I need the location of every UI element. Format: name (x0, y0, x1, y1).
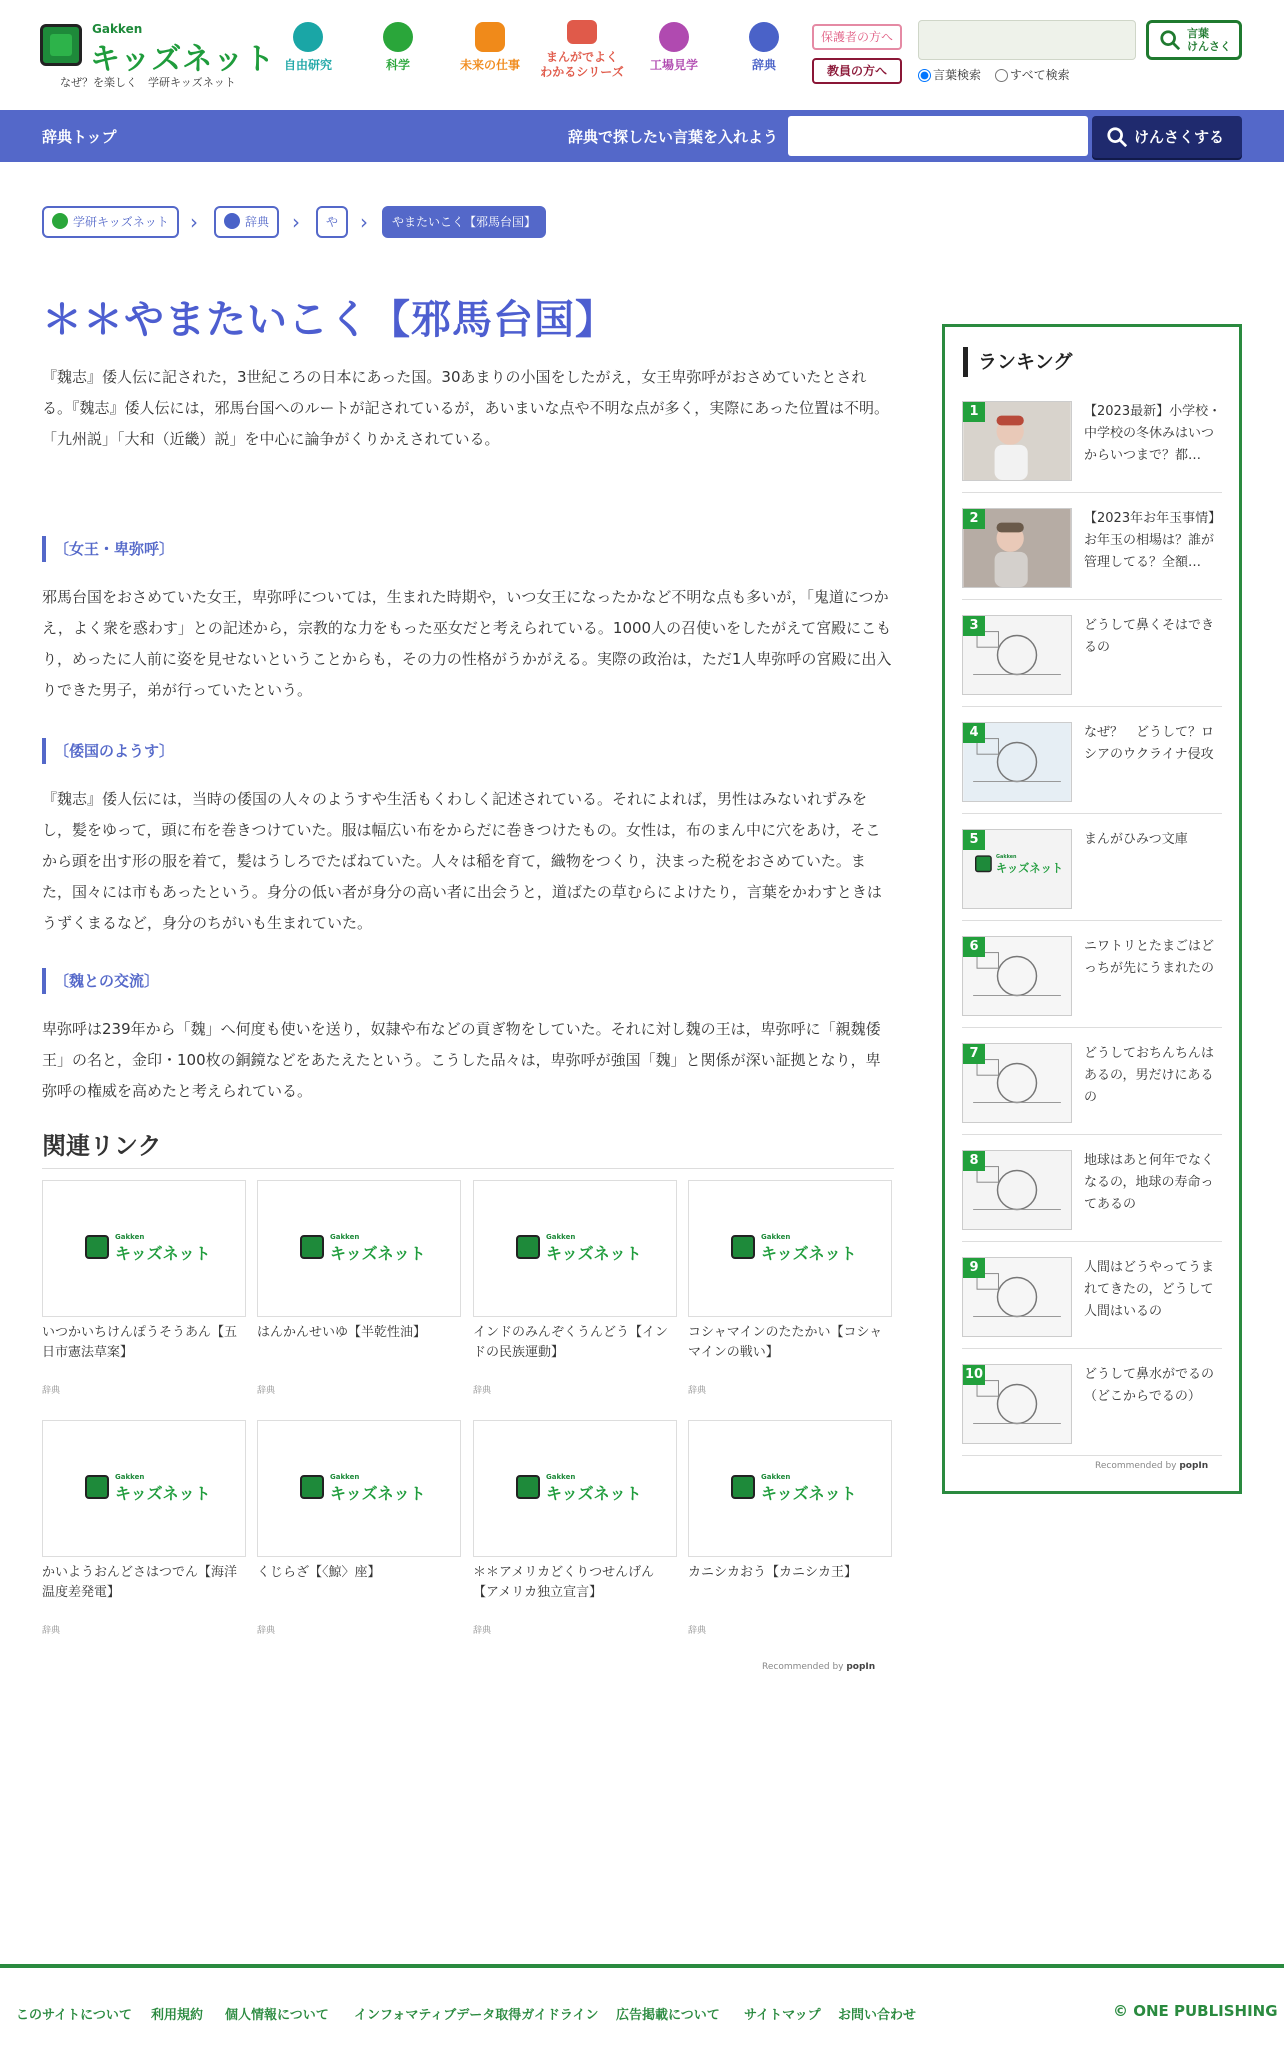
manga-book-icon (567, 20, 597, 44)
ranking-item[interactable] (962, 1142, 1222, 1242)
rank-number: 8 (963, 1151, 985, 1171)
radio-all-search[interactable]: すべて検索 (995, 68, 1070, 82)
related-thumbnail[interactable] (688, 1180, 892, 1317)
logo-brand-small: Gakken (330, 1233, 360, 1241)
section-body: 卑弥呼は239年から「魏」へ何度も使いを送り，奴隷や布などの貢ぎ物をしていた。それに対し魏の王は，卑弥呼に「親魏倭王」の名と，金印・100枚の銅鏡などをあたえたという。こうした品々は，卑弥呼が強国「魏」と関係が深い証拠となり，卑弥呼の権威を高めたと考えられている。 (42, 1020, 881, 1100)
dictionary-icon (224, 213, 240, 229)
ranking-item[interactable] (962, 714, 1222, 814)
related-card-category: 辞典 (473, 1386, 492, 1396)
related-card[interactable] (473, 1180, 677, 1396)
logo-brand-small: Gakken (330, 1473, 360, 1481)
dictionary-search-input[interactable] (788, 116, 1088, 156)
rank-number: 2 (963, 509, 985, 529)
factory-icon (659, 22, 689, 52)
ranking-title[interactable]: どうして鼻水がでるの（どこからでるの） (1084, 1367, 1215, 1404)
breadcrumb-current: やまたいこく【邪馬台国】 (382, 206, 546, 238)
header-search-button[interactable] (1146, 20, 1242, 60)
header-search-label-2: けんさく (1187, 40, 1231, 53)
kidsnet-logo (85, 1233, 211, 1265)
section-body: 邪馬台国をおさめていた女王，卑弥呼については，生まれた時期や，いつ女王になったかなど不明な点も多いが，「鬼道につかえ，よく衆を惑わす」との記述から，宗教的な力をもった巫女だと考えられている。1000人の召使いをしたがえて宮殿にこもり，めったに人前に姿を見せないということからも，その力の性格がうかがえる。実際の政治は，ただ1人卑弥呼の宮殿に出入りできた男子，弟が行っていたという。 (42, 588, 892, 699)
logo-cube-icon (40, 24, 82, 66)
related-card-category: 辞典 (257, 1626, 276, 1636)
nav-manga-series[interactable] (536, 20, 628, 80)
rank-number: 1 (963, 402, 985, 422)
related-card[interactable] (257, 1420, 461, 1636)
logo-cube-icon (731, 1475, 755, 1499)
footer-link-contact[interactable]: お問い合わせ (838, 2008, 917, 2023)
logo-brand-main: キッズネット (546, 1244, 642, 1263)
kidsnet-logo (85, 1473, 211, 1505)
logo-cube-icon (516, 1235, 540, 1259)
footer-link-data-guideline[interactable]: インフォマティブデータ取得ガイドライン (354, 2008, 599, 2023)
ranking-title[interactable]: ニワトリとたまごはどっちが先にうまれたの (1084, 939, 1215, 976)
site-footer (0, 1968, 1284, 2063)
divider (42, 1168, 894, 1169)
logo-brand-main: キッズネット (761, 1244, 857, 1263)
ranking-item[interactable] (962, 607, 1222, 707)
ranking-heading: ランキング (963, 347, 1072, 377)
kidsnet-logo (731, 1233, 857, 1265)
teacher-button[interactable]: 教員の方へ (812, 58, 902, 84)
logo-brand-main: キッズネット (330, 1244, 426, 1263)
breadcrumb-letter[interactable]: や (316, 206, 348, 238)
rank-number: 4 (963, 723, 985, 743)
ranking-sidebar (942, 324, 1242, 1494)
rank-number: 6 (963, 937, 985, 957)
recommended-by[interactable]: Recommended by popIn (1095, 1461, 1209, 1471)
logo-brand-main: キッズネット (761, 1484, 857, 1503)
footer-link-terms[interactable]: 利用規約 (151, 2008, 204, 2023)
related-links-heading: 関連リンク (42, 1132, 162, 1160)
related-card-title[interactable]: はんかんせいゆ【半乾性油】 (257, 1325, 427, 1340)
related-card-title[interactable]: くじらざ【〈鯨〉座】 (257, 1565, 381, 1580)
ranking-thumbnail[interactable] (962, 1150, 1072, 1230)
chevron-right-icon: › (292, 210, 300, 234)
ranking-thumbnail[interactable] (962, 722, 1072, 802)
related-thumbnail[interactable] (257, 1180, 461, 1317)
logo-cube-icon (975, 855, 992, 872)
search-scope-radios (918, 66, 1080, 83)
rank-number: 3 (963, 616, 985, 636)
related-card-category: 辞典 (42, 1626, 61, 1636)
search-icon (1106, 126, 1128, 148)
nav-dictionary[interactable] (718, 22, 810, 73)
dictionary-bar (0, 110, 1284, 162)
related-card-title[interactable]: いつかいちけんぽうそうあん【五日市憲法草案】 (42, 1325, 238, 1360)
related-card-category: 辞典 (257, 1386, 276, 1396)
nav-label: 未来の仕事 (459, 58, 520, 72)
ranking-item[interactable] (962, 1356, 1222, 1456)
related-thumbnail[interactable] (688, 1420, 892, 1557)
ranking-title[interactable]: どうして鼻くそはできるの (1084, 618, 1215, 655)
ranking-title[interactable]: 地球はあと何年でなくなるの，地球の寿命ってあるの (1084, 1153, 1215, 1212)
kidsnet-logo (516, 1233, 642, 1265)
related-card[interactable] (688, 1180, 892, 1396)
ranking-thumbnail[interactable] (962, 401, 1072, 481)
related-card-title[interactable]: ＊＊アメリカどくりつせんげん【アメリカ独立宣言】 (473, 1565, 655, 1600)
ranking-item[interactable] (962, 821, 1222, 921)
ranking-title[interactable]: 人間はどうやってうまれてきたの，どうして人間はいるの (1084, 1260, 1215, 1319)
ranking-thumbnail[interactable] (962, 615, 1072, 695)
logo-brand-main: キッズネット (330, 1484, 426, 1503)
free-research-icon (293, 22, 323, 52)
ranking-item[interactable] (962, 928, 1222, 1028)
nav-label: 自由研究 (283, 58, 332, 72)
recommended-by[interactable]: Recommended by popIn (762, 1662, 876, 1672)
radio-word-search[interactable]: 言葉検索 (918, 68, 981, 82)
nav-label: 科学 (385, 58, 410, 72)
guardian-button[interactable]: 保護者の方へ (812, 24, 902, 50)
logo-brand-main: キッズネット (546, 1484, 642, 1503)
footer-link-sitemap[interactable]: サイトマップ (744, 2008, 821, 2023)
nav-future-jobs[interactable] (444, 22, 536, 73)
nav-label: 工場見学 (649, 58, 698, 72)
nav-label: 辞典 (751, 58, 776, 72)
kidsnet-logo (731, 1473, 857, 1505)
related-card[interactable] (257, 1180, 461, 1396)
logo-cube-icon (300, 1475, 324, 1499)
logo-cube-icon (300, 1235, 324, 1259)
related-thumbnail[interactable] (473, 1180, 677, 1317)
nav-science[interactable] (352, 22, 444, 73)
related-card-title[interactable]: コシャマインのたたかい【コシャマインの戦い】 (688, 1325, 883, 1360)
logo-brand-small: Gakken (996, 854, 1017, 860)
footer-link-privacy[interactable]: 個人情報について (225, 2008, 329, 2023)
related-card[interactable] (42, 1180, 246, 1396)
section-heading: 〔倭国のようす〕 (42, 738, 174, 764)
dictionary-top-link[interactable]: 辞典トップ (42, 128, 117, 146)
logo-brand-small: Gakken (761, 1473, 791, 1481)
ranking-thumbnail[interactable] (962, 829, 1072, 909)
logo-cube-icon (731, 1235, 755, 1259)
logo-brand-small: Gakken (115, 1473, 145, 1481)
ranking-item[interactable] (962, 500, 1222, 600)
site-header (0, 0, 1284, 110)
ranking-title[interactable]: どうしておちんちんはあるの，男だけにあるの (1084, 1046, 1215, 1105)
ranking-item[interactable] (962, 393, 1222, 493)
section-heading: 〔魏との交流〕 (42, 968, 159, 994)
rank-number: 7 (963, 1044, 985, 1064)
ranking-thumbnail[interactable] (962, 1043, 1072, 1123)
rank-number: 10 (963, 1365, 985, 1385)
kidsnet-logo (516, 1473, 642, 1505)
related-card[interactable] (42, 1420, 246, 1636)
ranking-thumbnail[interactable] (962, 508, 1072, 588)
ranking-title[interactable]: 【2023最新】小学校・中学校の冬休みはいつからいつまで？都… (1084, 404, 1222, 463)
ranking-thumbnail[interactable] (962, 1364, 1072, 1444)
nav-free-research[interactable] (262, 22, 354, 73)
future-jobs-icon (475, 22, 505, 52)
logo-brand-main: キッズネット (115, 1244, 211, 1263)
related-card[interactable] (688, 1420, 892, 1636)
kidsnet-logo (300, 1473, 426, 1505)
related-card-title[interactable]: かいようおんどさはつでん【海洋温度差発電】 (42, 1565, 238, 1600)
site-logo[interactable] (40, 20, 276, 90)
related-card[interactable] (473, 1420, 677, 1636)
page-title: ＊＊やまたいこく【邪馬台国】 (42, 297, 616, 343)
related-card-title[interactable]: インドのみんぞくうんどう【インドの民族運動】 (473, 1325, 669, 1360)
ranking-thumbnail[interactable] (962, 936, 1072, 1016)
kidsnet-home-icon (52, 213, 68, 229)
kidsnet-logo (300, 1233, 426, 1265)
header-search-input[interactable] (918, 20, 1136, 60)
nav-factory-tour[interactable] (628, 22, 720, 73)
ranking-title[interactable]: 【2023年お年玉事情】お年玉の相場は？誰が管理してる？全額… (1084, 511, 1222, 570)
dictionary-search-prompt: 辞典で探したい言葉を入れよう (568, 128, 779, 146)
footer-link-about[interactable]: このサイトについて (16, 2008, 132, 2023)
dictionary-search-button[interactable] (1092, 116, 1242, 158)
related-card-category: 辞典 (688, 1386, 707, 1396)
dictionary-icon (749, 22, 779, 52)
ranking-item[interactable] (962, 1249, 1222, 1349)
intro-paragraph: 『魏志』倭人伝に記された，3世紀ころの日本にあった国。30あまりの小国をしたがえ，女王卑弥呼がおさめていたとされる。『魏志』倭人伝には，邪馬台国へのルートが記されているが，あいまいな点や不明な点が多く，実際にあった位置は不明。「九州説」「大和（近畿）説」を中心に論争がくりかえされている。 (42, 368, 890, 448)
logo-brand-small: Gakken (92, 22, 143, 36)
logo-brand-main: キッズネット (115, 1484, 211, 1503)
radio-word-input[interactable] (918, 69, 931, 82)
related-card-title[interactable]: カニシカおう【カニシカ王】 (688, 1565, 858, 1580)
section-body: 『魏志』倭人伝には，当時の倭国の人々のようすや生活もくわしく記述されている。それによれば，男性はみないれずみをし，髪をゆって，頭に布を巻きつけていた。服は幅広い布をからだに巻きつけたもの。女性は，布のまん中に穴をあけ，そこから頭を出す形の服を着て，髪はうしろでたばねていた。人々は稲を育て，織物をつくり，決まった税をおさめていた。また，国々には市もあったという。身分の低い者が身分の高い者に出会うと，道ばたの草むらによけたり，言葉をかわすときはうずくまるなど，身分のちがいも生まれていた。 (42, 790, 882, 932)
ranking-thumbnail[interactable] (962, 1257, 1072, 1337)
radio-all-input[interactable] (995, 69, 1008, 82)
section-heading: 〔女王・卑弥呼〕 (42, 536, 174, 562)
header-search-label-1: 言葉 (1187, 27, 1209, 40)
search-icon (1159, 29, 1181, 51)
logo-cube-icon (85, 1475, 109, 1499)
rank-number: 5 (963, 830, 985, 850)
chevron-right-icon: › (190, 210, 198, 234)
rank-number: 9 (963, 1258, 985, 1278)
science-icon (383, 22, 413, 52)
related-thumbnail[interactable] (473, 1420, 677, 1557)
ranking-item[interactable] (962, 1035, 1222, 1135)
breadcrumb-dictionary[interactable]: 辞典 (214, 206, 279, 238)
logo-brand-main: キッズネット (996, 861, 1063, 875)
logo-brand-main: キッズネット (90, 42, 276, 77)
logo-cube-icon (516, 1475, 540, 1499)
kidsnet-logo (975, 854, 1063, 876)
ranking-title[interactable]: まんがひみつ文庫 (1084, 832, 1188, 847)
ranking-title[interactable]: なぜ？ どうして？ロシアのウクライナ侵攻 (1084, 725, 1215, 762)
logo-tagline: なぜ？を楽しく 学研キッズネット (60, 76, 236, 89)
related-thumbnail[interactable] (42, 1180, 246, 1317)
related-card-category: 辞典 (42, 1386, 61, 1396)
related-card-category: 辞典 (473, 1626, 492, 1636)
chevron-right-icon: › (360, 210, 368, 234)
logo-brand-small: Gakken (546, 1473, 576, 1481)
dictionary-search-button-label: けんさくする (1134, 128, 1225, 146)
breadcrumb-home[interactable]: 学研キッズネット (42, 206, 179, 238)
related-thumbnail[interactable] (42, 1420, 246, 1557)
logo-brand-small: Gakken (546, 1233, 576, 1241)
logo-brand-small: Gakken (115, 1233, 145, 1241)
related-thumbnail[interactable] (257, 1420, 461, 1557)
related-card-category: 辞典 (688, 1626, 707, 1636)
footer-link-advertising[interactable]: 広告掲載について (616, 2008, 720, 2023)
copyright: © ONE PUBLISHING (1113, 2002, 1278, 2020)
logo-brand-small: Gakken (761, 1233, 791, 1241)
nav-label: まんがでよく わかるシリーズ (540, 50, 624, 79)
logo-cube-icon (85, 1235, 109, 1259)
